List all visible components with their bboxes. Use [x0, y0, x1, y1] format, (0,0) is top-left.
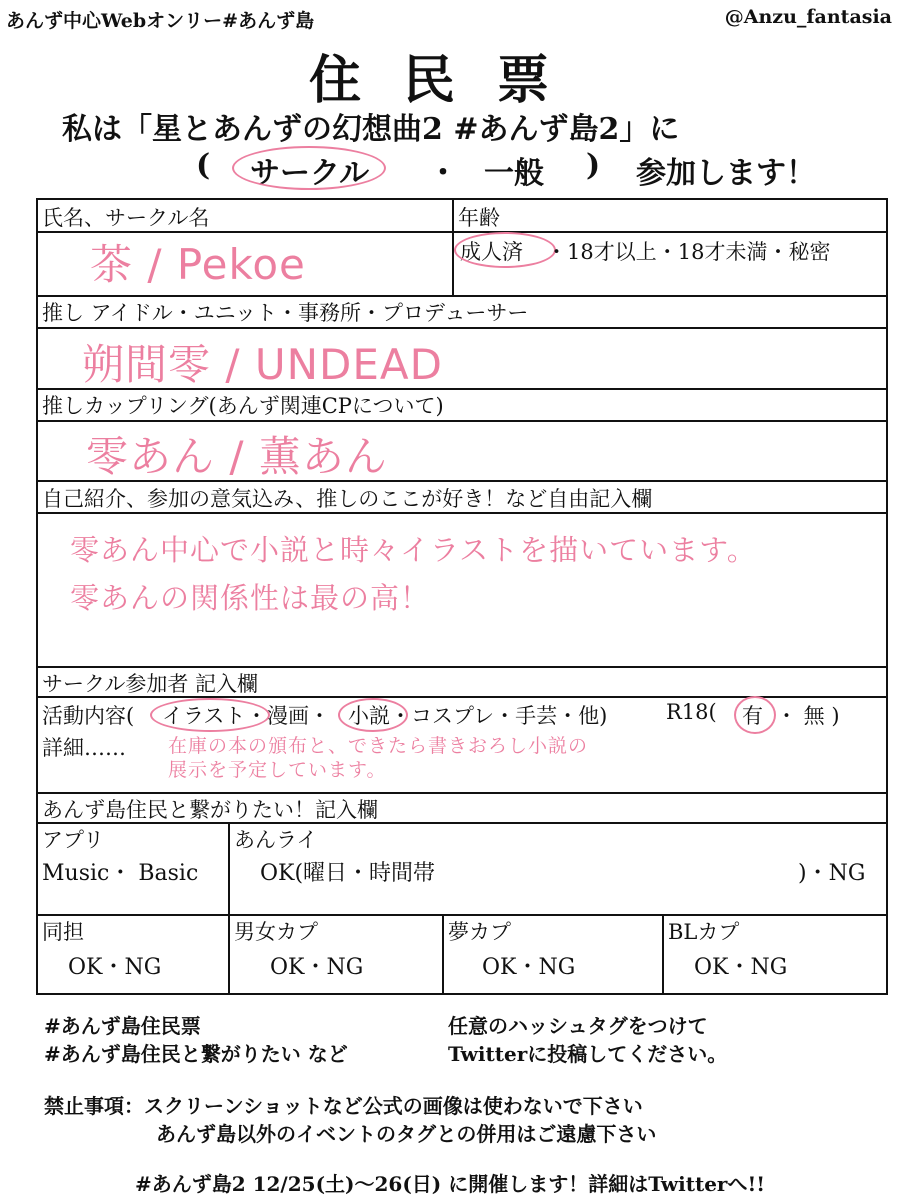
app-label: アプリ: [42, 828, 105, 852]
detail-line1: 在庫の本の頒布と、できたら書きおろし小説の: [168, 735, 589, 757]
intro-line1: 私は「星とあんずの幻想曲2 #あんず島2」に: [62, 112, 680, 147]
age-label: 年齢: [458, 206, 500, 230]
cp-value: 零あん / 薫あん: [86, 432, 388, 481]
col-value-dotan: OK・NG: [68, 955, 162, 980]
col-value-danjo: OK・NG: [270, 955, 364, 980]
divider: [38, 327, 886, 329]
col-label-danjo: 男女カプ: [234, 920, 318, 944]
col-value-bl: OK・NG: [694, 955, 788, 980]
age-circle-mark: [454, 232, 556, 268]
divider: [38, 420, 886, 422]
footer-ban1: 禁止事項：スクリーンショットなど公式の画像は使わないで下さい: [44, 1094, 643, 1118]
intro-suffix: 参加します！: [636, 156, 816, 191]
oshi-value: 朔間零 / UNDEAD: [82, 340, 443, 389]
self-intro-label: 自己紹介、参加の意気込み、推しのここが好き！など自由記入欄: [42, 487, 653, 511]
intro-option-general: 一般: [484, 156, 544, 191]
col-value-yume: OK・NG: [482, 955, 576, 980]
anrai-ng: )・NG: [798, 861, 866, 886]
r18-circle-mark: [734, 696, 776, 734]
app-value: Music・ Basic: [42, 861, 199, 886]
detail-label: 詳細……: [42, 736, 126, 760]
circle-section-label: サークル参加者 記入欄: [42, 672, 259, 696]
activity-novel: 小説: [348, 704, 390, 728]
anrai-label: あんライ: [234, 828, 318, 852]
oshi-label: 推し アイドル・ユニット・事務所・プロデューサー: [42, 301, 529, 325]
name-value: 茶 / Pekoe: [90, 240, 306, 289]
intro-close-paren: ): [586, 148, 601, 183]
intro-option-circle: サークル: [250, 156, 370, 191]
col-label-yume: 夢カプ: [448, 920, 511, 944]
col-label-dotan: 同担: [42, 920, 84, 944]
r18-label: R18(: [666, 700, 717, 724]
connect-label: あんず島住民と繋がりたい！記入欄: [42, 798, 378, 822]
self-intro-line1: 零あん中心で小説と時々イラストを描いています。: [70, 533, 757, 567]
selected-option-circle-mark: [232, 146, 386, 190]
footer-tag1: #あんず島住民票: [44, 1014, 201, 1038]
page-title: 住民票: [308, 50, 591, 111]
footer-note1: 任意のハッシュタグをつけて: [448, 1014, 708, 1038]
col-label-bl: BLカプ: [668, 920, 740, 944]
activity-rest: ・コスプレ・手芸・他): [390, 704, 608, 728]
detail-line2: 展示を予定しています。: [168, 759, 387, 781]
header-account: @Anzu_fantasia: [724, 6, 892, 28]
footer-note2: Twitterに投稿してください。: [448, 1042, 728, 1066]
r18-yes: 有: [742, 704, 763, 728]
intro-open-paren: (: [196, 148, 211, 183]
age-options: ・18才以上・18才未満・秘密: [546, 240, 831, 264]
footer-tag2: #あんず島住民と繋がりたい など: [44, 1042, 348, 1066]
cp-label: 推しカップリング(あんず関連CPについて): [42, 394, 444, 418]
divider: [442, 914, 444, 995]
resident-form: [36, 198, 888, 995]
activity-prefix: 活動内容(: [42, 704, 135, 728]
activity-manga: ・漫画・: [246, 704, 330, 728]
footer-ban2: あんず島以外のイベントのタグとの併用はご遠慮下さい: [156, 1122, 657, 1146]
activity-illust: イラスト: [162, 704, 246, 728]
divider: [662, 914, 664, 995]
anrai-value: OK(曜日・時間帯: [260, 861, 436, 886]
header-event-name: あんず中心Webオンリー#あんず島: [6, 10, 315, 32]
self-intro-line2: 零あんの関係性は最の高！: [70, 581, 431, 615]
age-selected: 成人済: [460, 240, 523, 264]
footer-event: #あんず島2 12/25(土)〜26(日) に開催します！詳細はTwitterへ!!: [134, 1172, 766, 1196]
divider: [228, 822, 230, 995]
r18-rest: ・ 無 ): [776, 704, 840, 728]
intro-dot: ・: [428, 156, 458, 191]
name-label: 氏名、サークル名: [42, 206, 210, 230]
